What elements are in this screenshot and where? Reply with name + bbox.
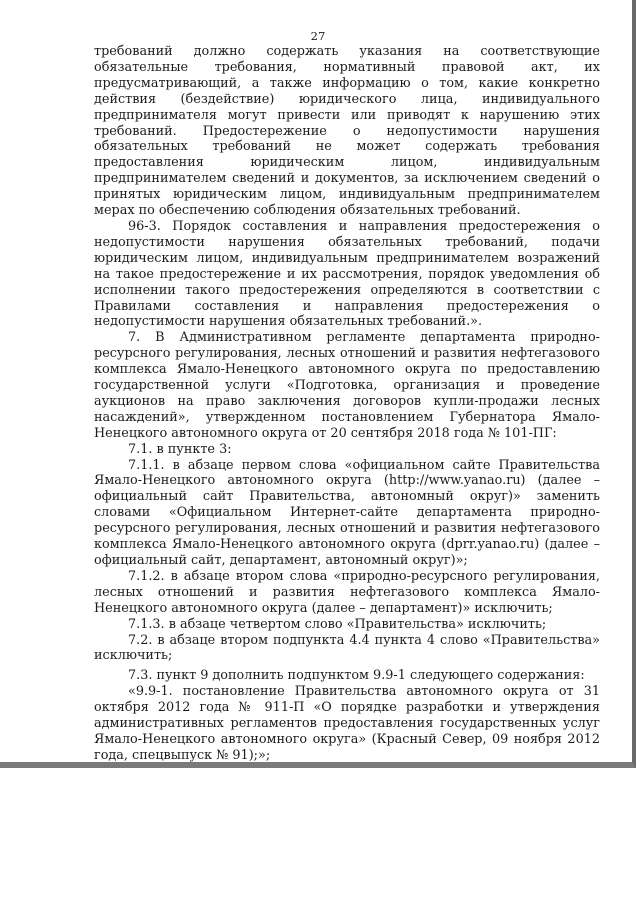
paragraph-item-7-1-2: 7.1.2. в абзаце втором слова «природно-ресурсного регулирования, лесных отношений и развития нефтегазового комплекса Ямало-Ненецкого автономного округа (далее – департамент)» исключить;	[94, 568, 600, 616]
paragraph-item-7-1-3: 7.1.3. в абзаце четвертом слово «Правительства» исключить;	[128, 616, 547, 632]
paragraph-item-7: 7. В Административном регламенте департамента природно-ресурсного регулирования, лесных отношений и развития нефтегазового комплекса Ямало-Ненецкого автономного округа по предоставлению государственной услуги «Подготовка, организация и проведение аукционов на право заключения договоров купли-продажи лесных насаждений», утвержденном постановлением Губернатора Ямало-Ненецкого автономного округа от 20 сентября 2018 года № 101-ПГ:	[94, 330, 600, 441]
paragraph-96-3: 96-3. Порядок составления и направления предостережения о недопустимости нарушения обязательных требований, подачи юридическим лицом, индивидуальным предпринимателем возражений на такое предостережение и их рассмотрения, порядок уведомления об исполнении такого предостережения определяются в соответствии с Правилами составления и направления предостережения о недопустимости нарушения обязательных требований.».	[94, 218, 600, 330]
paragraph-item-7-1: 7.1. в пункте 3:	[128, 441, 232, 457]
paragraph-warning-requirements: требований должно содержать указания на соответствующие обязательные требования, нормативный правовой акт, их предусматривающий, а также информацию о том, какие конкретно действия (бездействие) юридического лица, индивидуального предпринимателя могут привести или приводят к нарушению этих требований. Предостережение о недопустимости нарушения обязательных требований не может содержать требования предоставления юридическим лицом, индивидуальным предпринимателем сведений и документов, за исключением сведений о принятых юридическим лицом, индивидуальным предпринимателем мерах по обеспечению соблюдения обязательных требований.	[94, 44, 600, 219]
page-number: 27	[310, 29, 326, 43]
paragraph-item-7-1-1: 7.1.1. в абзаце первом слова «официальном сайте Правительства Ямало-Ненецкого автономного округа (http://www.yanao.ru) (далее – официальный сайт Правительства, автономный округ)» заменить словами «Официальном Интернет-сайте департамента природно-ресурсного регулирования, лесных отношений и развития нефтегазового комплекса Ямало-Ненецкого автономного округа (dprr.yanao.ru) (далее – официальный сайт, департамент, автономный округ)»;	[94, 457, 600, 568]
paragraph-item-7-3: 7.3. пункт 9 дополнить подпунктом 9.9-1 следующего содержания:	[128, 668, 585, 684]
paragraph-item-9-9-1: «9.9-1. постановление Правительства автономного округа от 31 октября 2012 года № 911-П «О порядке разработки и утверждения административных регламентов предоставления государственных услуг Ямало-Ненецкого автономного округа» (Красный Север, 09 ноября 2012 года, спецвыпуск № 91);»;	[94, 684, 600, 763]
document-body	[94, 44, 600, 764]
paragraph-item-7-2: 7.2. в абзаце втором подпункта 4.4 пункта 4 слово «Правительства» исключить;	[94, 632, 600, 664]
